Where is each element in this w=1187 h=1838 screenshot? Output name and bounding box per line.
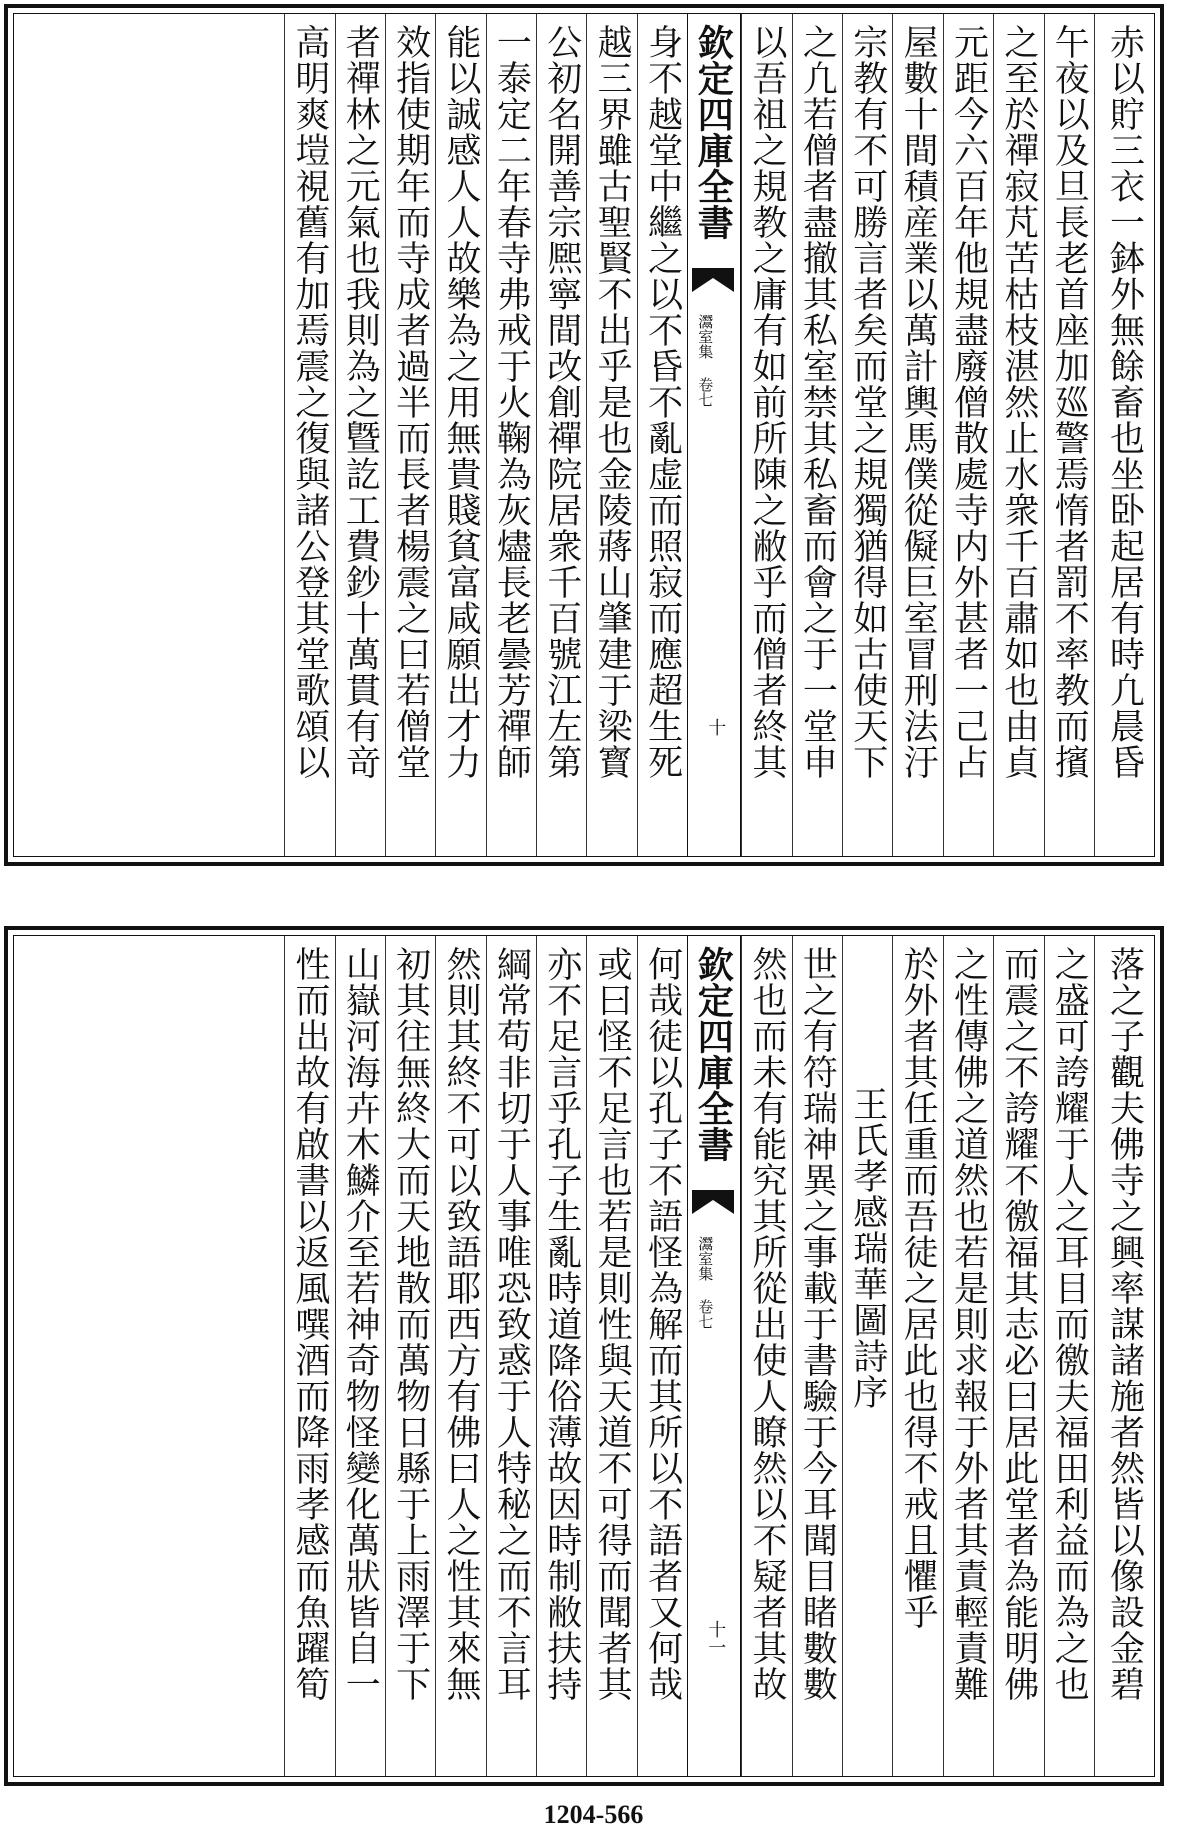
text-column: 之至於禪寂芃苦枯枝湛然止水衆千百肅如也由貞 [993,14,1043,856]
text-column: 元距今六百年他規盡廢僧散處寺内外甚者一己占 [943,14,993,856]
text-column: 效指使期年而寺成者過半而長者楊震之曰若僧堂 [385,14,435,856]
section-title-column: 王氏孝感瑞華圖詩序 [842,936,892,1776]
text-column: 然則其終不可以致語耶西方有佛曰人之性其來無 [435,936,485,1776]
folio-number: 十 [705,718,727,736]
top-page [4,4,1164,866]
text-column: 赤以貯三衣一鉢外無餘畜也坐卧起居有時凢晨昏 [1094,14,1154,856]
center-fold [687,14,741,856]
text-column: 世之有符瑞神異之事載于書驗于今耳聞目睹數數 [792,936,842,1776]
text-column: 落之子觀夫佛寺之興率謀諸施者然皆以像設金碧 [1094,936,1154,1776]
bottom-page-columns [14,936,1154,1776]
text-column: 而震之不誇耀不徼福其志必曰居此堂者為能明佛 [993,936,1043,1776]
text-column: 以吾祖之規教之庸有如前所陳之敝乎而僧者終其 [741,14,791,856]
text-column: 或曰怪不足言也若是則性與天道不可得而聞者其 [586,936,636,1776]
folio-number: 十一 [705,1620,727,1656]
bottom-page-frame [13,935,1155,1777]
top-page-columns [14,14,1154,856]
text-column: 山嶽河海卉木鱗介至若神奇物怪變化萬狀皆自一 [335,936,385,1776]
text-column: 屋數十間積産業以萬計輿馬僕從儗巨室冒刑法汙 [892,14,942,856]
text-column: 性而出故有啟書以返風噀酒而降雨孝感而魚躍筍 [284,936,334,1776]
fish-tail-mark-icon [690,266,736,294]
volume-label: 灊室集 卷七 [696,1236,715,1329]
text-column: 何哉徒以孔子不語怪為解而其所以不語者又何哉 [637,936,687,1776]
text-column: 能以誠感人人故樂為之用無貴賤貧富咸願出才力 [435,14,485,856]
text-column: 公初名開善宗熈寧間改創禪院居衆千百號江左第 [536,14,586,856]
text-column: 之凢若僧者盡撤其私室禁其私畜而會之于一堂申 [792,14,842,856]
text-column: 宗教有不可勝言者矣而堂之規獨猶得如古使天下 [842,14,892,856]
fish-tail-mark-icon [690,1188,736,1216]
book-title: 欽定四庫全書 [692,24,735,240]
text-column: 初其往無終大而天地散而萬物日縣于上雨澤于下 [385,936,435,1776]
text-column: 一泰定二年春寺弗戒于火鞠為灰燼長老曇芳禪師 [486,14,536,856]
text-column: 於外者其任重而吾徒之居此也得不戒且懼乎 [892,936,942,1776]
text-column: 越三界雖古聖賢不出乎是也金陵蔣山肇建于梁寳 [586,14,636,856]
text-column: 身不越堂中繼之以不昏不亂虚而照寂而應超生死 [637,14,687,856]
text-column: 者禪林之元氣也我則為之曁訖工費鈔十萬貫有竒 [335,14,385,856]
text-column: 之性傳佛之道然也若是則求報于外者其責輕責難 [943,936,993,1776]
volume-label: 灊室集 卷七 [696,314,715,407]
text-column: 亦不足言乎孔子生亂時道降俗薄故因時制敝扶持 [536,936,586,1776]
text-column: 綱常苟非切于人事唯恐致惑于人特秘之而不言耳 [486,936,536,1776]
bottom-page [4,926,1164,1786]
center-fold [687,936,741,1776]
page-reference-number: 1204-566 [543,1800,644,1829]
text-column: 之盛可誇耀于人之耳目而徼夫福田利益而為之也 [1044,936,1094,1776]
top-page-frame [13,13,1155,857]
book-title: 欽定四庫全書 [692,946,735,1162]
text-column: 然也而未有能究其所從出使人瞭然以不疑者其故 [741,936,791,1776]
text-column: 午夜以及旦長老首座加廵警焉惰者罰不率教而擯 [1044,14,1094,856]
text-column: 高明爽塏視舊有加焉震之復與諸公登其堂歌頌以 [284,14,334,856]
